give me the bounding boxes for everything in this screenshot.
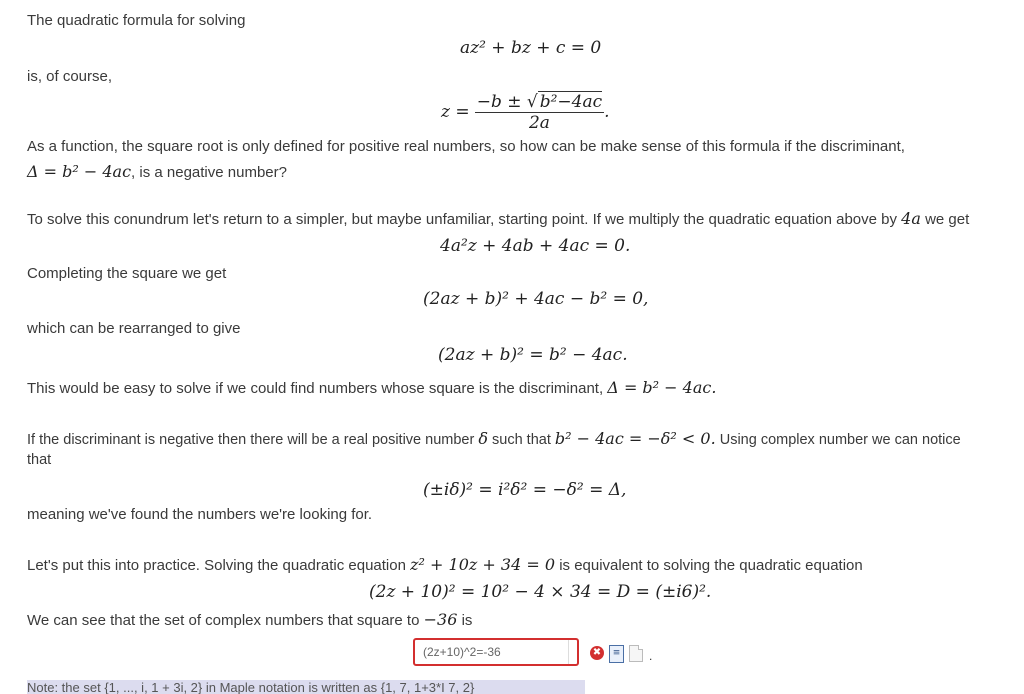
negative-inequality: b² − 4ac = −δ² < 0.	[554, 429, 716, 448]
preview-icon[interactable]: ≡	[609, 645, 624, 663]
conundrum-text-body: To solve this conundrum let's return to a simpler, but maybe unfamiliar, starting point. If we multiply the quadratic equation above by	[27, 211, 897, 228]
equation-quadratic: az² + bz + c = 0	[460, 38, 602, 58]
set-question-text	[27, 609, 472, 631]
delta-symbol: δ	[478, 429, 488, 448]
discriminant-question-end: , is a negative number?	[131, 164, 287, 181]
equation-completed-square: (2az + b)² + 4ac − b² = 0,	[423, 289, 649, 309]
formula-fraction	[475, 92, 604, 133]
easy-to-solve-text	[27, 377, 716, 399]
practice-equation: z² + 10z + 34 = 0	[410, 555, 556, 574]
rearranged-text: which can be rearranged to give	[27, 320, 241, 337]
formula-num-pre: −b ± √	[476, 92, 538, 112]
conundrum-math: 4a	[901, 209, 921, 228]
discriminant-question-line2	[27, 161, 287, 183]
formula-radicand: b²−4ac	[539, 92, 603, 112]
negative-text-1: If the discriminant is negative then there will be a real positive number	[27, 432, 475, 448]
formula-lhs: z =	[441, 102, 470, 122]
equation-rearranged: (2az + b)² = b² − 4ac.	[438, 345, 628, 365]
discriminant-math: Δ = b² − 4ac	[27, 162, 132, 181]
set-question-body: We can see that the set of complex numbers that square to	[27, 612, 420, 629]
set-question-math: −36	[423, 610, 458, 629]
of-course-text: is, of course,	[27, 68, 113, 85]
answer-input[interactable]	[413, 638, 579, 666]
set-question-end: is	[461, 612, 473, 629]
negative-text-2: such that	[492, 432, 551, 448]
practice-text-1: Let's put this into practice. Solving the quadratic equation	[27, 557, 406, 574]
equation-i-delta: (±iδ)² = i²δ² = −δ² = Δ,	[423, 480, 627, 500]
discriminant-question-line1: As a function, the square root is only defined for positive real numbers, so how can be make sense of this formula if the discriminant,	[27, 138, 905, 155]
formula-denominator: 2a	[528, 113, 550, 133]
easy-text-math: Δ = b² − 4ac.	[607, 378, 717, 397]
negative-discriminant-line1	[27, 428, 961, 451]
practice-text-2: is equivalent to solving the quadratic equation	[559, 557, 863, 574]
formula-numerator	[475, 92, 604, 113]
document-icon[interactable]	[629, 645, 643, 662]
equation-quadratic-formula: z = $\frac{\text{−b ± √ b²−4ac}}{2a}$ .	[441, 92, 610, 133]
conundrum-text	[27, 208, 969, 230]
negative-text-3: Using complex number we can notice	[719, 432, 961, 448]
equation-practice: (2z + 10)² = 10² − 4 × 34 = D = (±i6)².	[369, 582, 712, 602]
answer-input-value: (2z+10)^2=-36	[423, 640, 569, 664]
negative-discriminant-line2: that	[27, 452, 52, 468]
intro-text: The quadratic formula for solving	[27, 12, 246, 29]
completing-square-text: Completing the square we get	[27, 265, 227, 282]
found-numbers-text: meaning we've found the numbers we're looking for.	[27, 506, 373, 523]
easy-text-body: This would be easy to solve if we could find numbers whose square is the discriminant,	[27, 380, 604, 397]
answer-trailing-period: .	[649, 649, 653, 663]
conundrum-text-end: we get	[925, 211, 970, 228]
note-text: Note: the set {1, ..., i, 1 + 3i, 2} in Maple notation is written as {1, 7, 1+3*I 7, 2}	[27, 680, 585, 694]
error-icon: ✖	[590, 646, 604, 660]
equation-multiplied: 4a²z + 4ab + 4ac = 0.	[440, 236, 631, 256]
practice-text	[27, 554, 863, 576]
